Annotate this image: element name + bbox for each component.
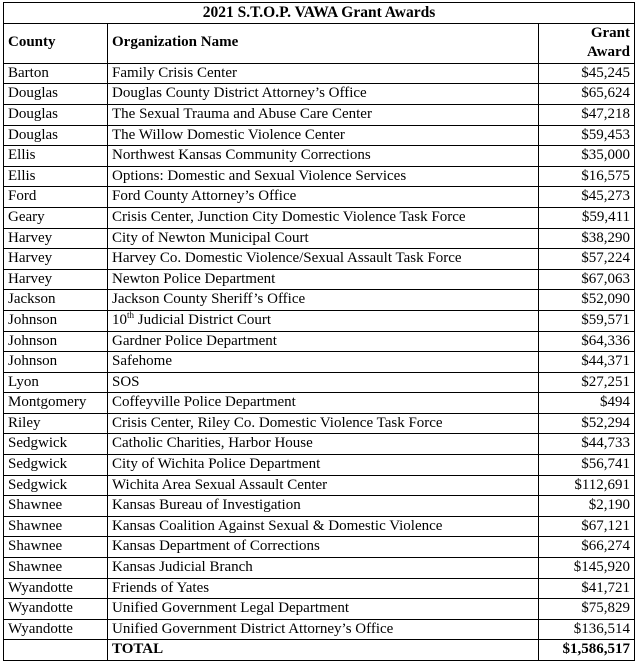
organization-cell: The Sexual Trauma and Abuse Care Center xyxy=(108,104,539,125)
grant-award-cell: $59,571 xyxy=(539,310,635,331)
grant-award-cell: $65,624 xyxy=(539,84,635,105)
county-cell: Jackson xyxy=(4,290,108,311)
grant-award-cell: $44,733 xyxy=(539,434,635,455)
grant-awards-table xyxy=(3,2,635,661)
table-row xyxy=(4,393,635,414)
grant-award-cell: $112,691 xyxy=(539,475,635,496)
organization-cell: Options: Domestic and Sexual Violence Services xyxy=(108,166,539,187)
grant-award-cell: $52,090 xyxy=(539,290,635,311)
organization-cell: Coffeyville Police Department xyxy=(108,393,539,414)
total-label: TOTAL xyxy=(108,640,539,661)
organization-cell: Ford County Attorney’s Office xyxy=(108,187,539,208)
organization-cell: Crisis Center, Junction City Domestic Violence Task Force xyxy=(108,207,539,228)
county-cell: Sedgwick xyxy=(4,475,108,496)
grant-award-cell: $66,274 xyxy=(539,537,635,558)
grant-awards-document xyxy=(3,2,635,661)
grant-award-cell: $494 xyxy=(539,393,635,414)
county-cell: Ellis xyxy=(4,146,108,167)
county-cell: Wyandotte xyxy=(4,578,108,599)
county-cell: Lyon xyxy=(4,372,108,393)
county-cell: Shawnee xyxy=(4,516,108,537)
table-row xyxy=(4,496,635,517)
county-cell: Wyandotte xyxy=(4,619,108,640)
grant-award-cell: $52,294 xyxy=(539,413,635,434)
county-cell: Harvey xyxy=(4,228,108,249)
county-cell: Harvey xyxy=(4,269,108,290)
county-cell: Wyandotte xyxy=(4,599,108,620)
table-row xyxy=(4,372,635,393)
county-cell: Sedgwick xyxy=(4,455,108,476)
table-title: 2021 S.T.O.P. VAWA Grant Awards xyxy=(4,3,635,24)
organization-cell: Unified Government Legal Department xyxy=(108,599,539,620)
county-cell: Johnson xyxy=(4,352,108,373)
organization-cell: Gardner Police Department xyxy=(108,331,539,352)
grant-award-cell: $47,218 xyxy=(539,104,635,125)
table-row xyxy=(4,619,635,640)
table-row xyxy=(4,228,635,249)
organization-cell: Kansas Judicial Branch xyxy=(108,558,539,579)
organization-cell: Douglas County District Attorney’s Office xyxy=(108,84,539,105)
table-row xyxy=(4,455,635,476)
table-header-row xyxy=(4,23,635,63)
organization-cell: Safehome xyxy=(108,352,539,373)
organization-cell: Friends of Yates xyxy=(108,578,539,599)
organization-cell: Harvey Co. Domestic Violence/Sexual Assault Task Force xyxy=(108,249,539,270)
organization-prefix: 10 xyxy=(112,311,127,328)
county-cell: Sedgwick xyxy=(4,434,108,455)
table-row xyxy=(4,84,635,105)
table-row xyxy=(4,125,635,146)
organization-cell: Catholic Charities, Harbor House xyxy=(108,434,539,455)
table-row xyxy=(4,63,635,84)
grant-award-cell: $59,411 xyxy=(539,207,635,228)
county-cell: Barton xyxy=(4,63,108,84)
grant-award-cell: $59,453 xyxy=(539,125,635,146)
organization-cell: SOS xyxy=(108,372,539,393)
grant-award-cell: $2,190 xyxy=(539,496,635,517)
organization-cell: Jackson County Sheriff’s Office xyxy=(108,290,539,311)
table-row xyxy=(4,537,635,558)
table-row xyxy=(4,290,635,311)
organization-cell: Kansas Coalition Against Sexual & Domestic Violence xyxy=(108,516,539,537)
header-county: County xyxy=(4,23,108,63)
county-cell: Ford xyxy=(4,187,108,208)
county-cell: Shawnee xyxy=(4,496,108,517)
grant-award-cell: $38,290 xyxy=(539,228,635,249)
organization-cell: City of Wichita Police Department xyxy=(108,455,539,476)
table-row xyxy=(4,207,635,228)
grant-award-cell: $75,829 xyxy=(539,599,635,620)
total-row xyxy=(4,640,635,661)
county-cell: Johnson xyxy=(4,310,108,331)
county-cell: Johnson xyxy=(4,331,108,352)
county-cell: Shawnee xyxy=(4,537,108,558)
organization-cell: Northwest Kansas Community Corrections xyxy=(108,146,539,167)
organization-cell: Crisis Center, Riley Co. Domestic Violence Task Force xyxy=(108,413,539,434)
table-row xyxy=(4,578,635,599)
header-grant-award-line2: Award xyxy=(586,44,631,61)
header-organization: Organization Name xyxy=(108,23,539,63)
organization-cell: Newton Police Department xyxy=(108,269,539,290)
header-grant-award xyxy=(539,23,635,63)
grant-award-cell: $27,251 xyxy=(539,372,635,393)
table-row xyxy=(4,187,635,208)
header-grant-award-line1: Grant xyxy=(590,24,631,41)
table-row xyxy=(4,434,635,455)
county-cell: Douglas xyxy=(4,84,108,105)
table-row xyxy=(4,558,635,579)
organization-suffix: Judicial District Court xyxy=(134,311,272,328)
county-cell: Douglas xyxy=(4,104,108,125)
grant-award-cell: $67,063 xyxy=(539,269,635,290)
organization-cell: City of Newton Municipal Court xyxy=(108,228,539,249)
grant-award-cell: $57,224 xyxy=(539,249,635,270)
table-row xyxy=(4,475,635,496)
grant-award-cell: $35,000 xyxy=(539,146,635,167)
organization-cell: Kansas Department of Corrections xyxy=(108,537,539,558)
grant-award-cell: $41,721 xyxy=(539,578,635,599)
county-cell: Ellis xyxy=(4,166,108,187)
organization-cell: Wichita Area Sexual Assault Center xyxy=(108,475,539,496)
grant-award-cell: $16,575 xyxy=(539,166,635,187)
grant-award-cell: $56,741 xyxy=(539,455,635,476)
grant-award-cell: $136,514 xyxy=(539,619,635,640)
grant-award-cell: $64,336 xyxy=(539,331,635,352)
table-row xyxy=(4,413,635,434)
organization-cell xyxy=(108,310,539,331)
table-row xyxy=(4,352,635,373)
table-row xyxy=(4,166,635,187)
county-cell: Harvey xyxy=(4,249,108,270)
grant-award-cell: $45,273 xyxy=(539,187,635,208)
county-cell: Douglas xyxy=(4,125,108,146)
organization-cell: Unified Government District Attorney’s Office xyxy=(108,619,539,640)
county-cell: Montgomery xyxy=(4,393,108,414)
table-row xyxy=(4,104,635,125)
table-row xyxy=(4,249,635,270)
grant-award-cell: $45,245 xyxy=(539,63,635,84)
organization-superscript: th xyxy=(127,310,135,320)
grant-award-cell: $145,920 xyxy=(539,558,635,579)
grant-award-cell: $67,121 xyxy=(539,516,635,537)
total-amount: $1,586,517 xyxy=(539,640,635,661)
table-row xyxy=(4,599,635,620)
table-row xyxy=(4,146,635,167)
county-cell: Geary xyxy=(4,207,108,228)
organization-cell: Kansas Bureau of Investigation xyxy=(108,496,539,517)
county-cell: Riley xyxy=(4,413,108,434)
county-cell: Shawnee xyxy=(4,558,108,579)
table-row xyxy=(4,310,635,331)
organization-cell: The Willow Domestic Violence Center xyxy=(108,125,539,146)
table-row xyxy=(4,331,635,352)
table-row xyxy=(4,269,635,290)
table-title-row xyxy=(4,3,635,24)
total-county-cell xyxy=(4,640,108,661)
grant-award-cell: $44,371 xyxy=(539,352,635,373)
organization-cell: Family Crisis Center xyxy=(108,63,539,84)
table-row xyxy=(4,516,635,537)
